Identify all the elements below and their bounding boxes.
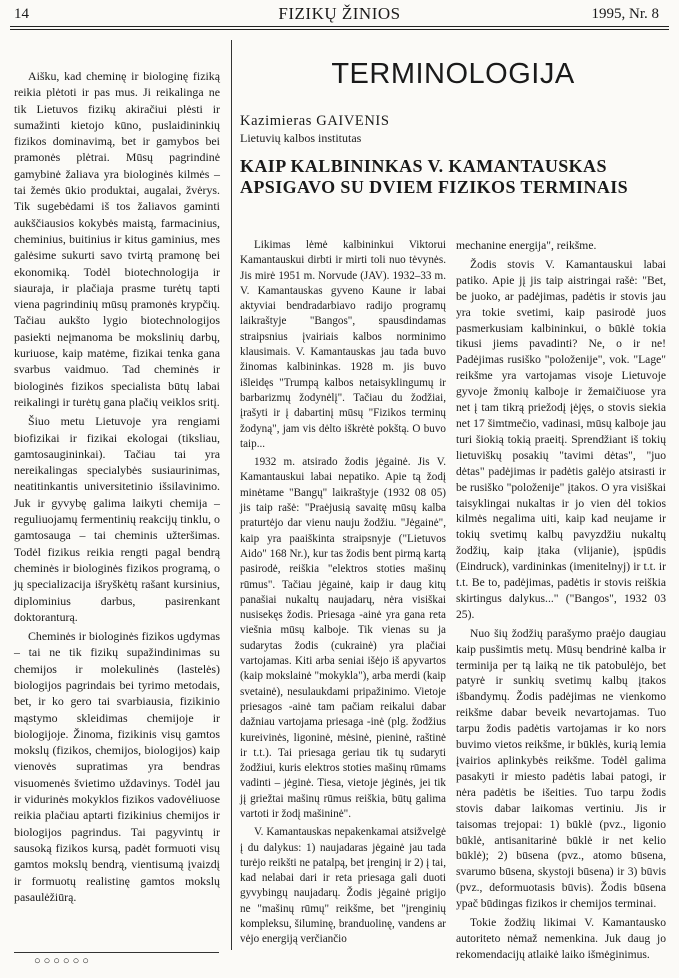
paragraph: Tokie žodžių likimai V. Kamantausko autoriteto nėmaž nemenkina. Juk daug jo rekomendacijų atlaikė laiko išmėginimus. [456, 916, 666, 961]
page-header [10, 4, 669, 28]
paragraph: 1932 m. atsirado žodis jėgainė. Jis V. Kamantauskui labai nepatiko. Apie tą žodį minėtame "Bangų" laikraštyje (1932 08 05) jis taip rašė: "Praėjusią savaitę mūsų kalba praturtėjo dar vienu nauju žodžiu. "Jėgainė", kaip yra paaiškinta straipsnyje ("Lietuvos Aido" 168 Nr.), kur tas žodis bent pirmą kartą pasirodė, reiškia "elektros stoties mašinų rūmus". Tačiau jėgainė, kaip ir daug kitų panašiai nukaltų naujadarų, nėra visiškai nusisekęs žodis. Priesaga -ainė yra gana reta viešnia mūsų kalboje. Tik vienas su ja sudarytas žodis (cukrainė) yra plačiai vartojamas. Kiti arba seniai išėjo iš apyvartos (kaip mokslainė "mokykla"), arba merdi (kaip svetainė), nesulaukdami pripažinimo. Vietoje priesagos -ainė tam pačiam reikalui dabar dažniau vartojama priesaga -inė (plg. žodžius kureivinės, ligoninė, mėsinė, pieninė, raštinė ir t.t.). Tai priesaga geriau tik tų sudaryti žodžiui, kuris elektros stoties mašinų rūmams vadinti – jėginė. Tiesa, vietoje jėginės, jei tik jį griežtai mašinų rūmus reiškia, būtų galima vartoti ir žodį mašininė". [240, 456, 446, 820]
section-title: TERMINOLOGIJA [331, 58, 575, 90]
article-headline: KAIP KALBININKAS V. KAMANTAUSKAS APSIGAVO SU DVIEM FIZIKOS TERMINAIS [240, 156, 629, 197]
paragraph: Šiuo metu Lietuvoje yra rengiami biofizikai ir fizikai ekologai (tiksliau, gamtosaugininkai). Tačiau tai yra nereikalingas specialybės susiaurinimas, neatitinkantis universitetinio išsilavinimo. Juk ir gyvybę galima laikyti chemija – reguliuojamų fermentinių reakcijų tinklu, o gamtosauga – tai cheminis užteršimas. Todėl fizikus reikia rengti pagal bendrą cheminės ir biologinės fizikos programą, o jų specializacija išryškėtų rašant kursinius, diplominius darbus, pasirenkant doktoranturą. [14, 414, 220, 624]
journal-title: FIZIKŲ ŽINIOS [278, 4, 401, 23]
paragraph: V. Kamantauskas nepakenkamai atsižvelgė į du dalykus: 1) naujadaras jėgainė jau tada turėjo reikšti ne patalpą, bet įrenginį ir 2) į tai, kad nelabai dari ir reta priesaga gali duoti gyvybingų naujadarų. Žodis jėgainė prigijo ne "mašinų rūmų" reikšme, bet "įrenginių kompleksu, šiluminę, branduolinę, vandens ar vėjo energiją verčiančio [240, 826, 446, 946]
section-ornament: ○○○○○○ [34, 955, 92, 967]
left-column-end-rule [14, 952, 219, 953]
column-divider [231, 40, 232, 950]
paragraph: Likimas lėmė kalbininkui Viktorui Kamantauskui dirbti ir mirti toli nuo tėvynės. Jis mirė 1951 m. Norvude (JAV). 1932–33 m. V. Kamantauskas gyveno Kaune ir labai aktyviai bendradarbiavo radijo programų laikraštyje "Bangos", spausdindamas straipsnius įvairiais kalbos norminimo klausimais. V. Kamantauskas jau tada buvo žinomas kalbininkas. 1928 m. jis buvo išleidęs "Trumpą kalbos netaisyklingumų ir barbarizmų žodynėlį". Tačiau du žodžiai, įrašyti ir į dabartinį mūsų "Fizikos terminų žodyną", jam vis dėlto iškrėtė pokštą. O buvo taip... [240, 239, 446, 450]
header-rule-bottom [10, 29, 669, 30]
article-column-2 [456, 238, 666, 963]
author-institution: Lietuvių kalbos institutas [240, 131, 362, 145]
paragraph: Nuo šių žodžių parašymo praėjo daugiau kaip pusšimtis metų. Mūsų bendrinė kalba ir terminija per tą laiką ne tik patobulėjo, bet patyrė ir sunkių svetimų kalbų įtakos išbandymų. Žodis padėjimas ne vienkomo reikšme dabar beveik nevartojamas. Tuo tarpu žodis padėtis vartojamas ir ko nors buvimo vietos reikšme, ir būklės, kurią lemia įvairios aplinkybės reikšme. Todėl galima pasakyti ir miesto padėtis labai patogi, ir nėra padėtis be išeities. Tuo tarpu žodis stovis dabar laikomas vertiniu. Jis ir taisomas trejopai: 1) būklė (pvz., ligonio būklė, antisanitarinė būklė ir net kelio būklė); 2) būsena (pvz., atomo būsena, svarumo būsena, skystoji būsena) ir 3) būvis (pvz., deformuotasis būvis). Žodis būsena ypač būdingas fizikos ir chemijos terminai. [456, 626, 666, 911]
paragraph: mechanine energija", reikšme. [456, 239, 597, 252]
article-author: Kazimieras GAIVENIS [240, 113, 390, 129]
paragraph: Žodis stovis V. Kamantauskui labai patiko. Apie jį jis taip aistringai rašė: "Bet, be juoko, ar padėjimas, padėtis ir stovis jau yra tokie svetimi, kaip pasirodė juos pasmerkusiam kalbininkui, o būklė tokia tikusi jiems pavadinti? Ne, o ir ne! Padėjimas rusiško "položenije", vok. "Lage" reikšme yra vartojamas visoje Lietuvoje gyvoje žmonių kalboje ir žemaičiuose yra net į tam tikrą priežodį įėjęs, o stovis siekia net 17 šimtmečio, vadinasi, mūsų kalboje jau turi šiokią tokią praeitį. Sprendžiant iš tokių lietuviškų posakių "tavimi dėtas", "juo dėtas" padėjimas ir padėtis galėjo atsirasti ir be rusiško "položenije" įtakos. O yra visiškai taisyklingai nukaltas ir jo vien dėl tokios kilmės negalima uiti, kaip kad neujame ir tokių svetimų kalbų pavyzdžiu nukaltų žodžių, kaip įtaka (vlijanie), įspūdis (Eindruck), vardininkas (imenitelnyj) ir t.t. ir t.t. Be to, padėjimas, padėtis ir stovis reiškia skirtingus dalykus..." ("Bangos", 1932 03 25). [456, 257, 666, 621]
left-column-text [14, 68, 220, 905]
header-rule-top [10, 26, 669, 27]
page-number: 14 [14, 6, 29, 22]
paragraph: Aišku, kad cheminę ir biologinę fiziką reikia plėtoti ir pas mus. Ji reikalinga ne tik Lietuvos fizikų akiračiui plėsti ir sumažinti kietojo kūno, puslaidininkių fizikos dominavimą, bet ir gamybos bei pramonės plėtrai. Mūsų pagrindinė gamybinė žaliava yra biologinės kilmės – tai žemės ūkio produktai, augalai, žvėrys. Tik sugebėdami iš tos žaliavos gaminti aukščiausios kokybės maistą, farmacinius, cheminius, buitinius ir kitus gaminius, mes galėsime sukurti savo tvirtą pramonę bei ekonomiką. Todėl biotechnologija ir siauraja, ir plačiaja prasme turėtų tapti viena pagrindinių mūsų pramonės krypčių. Tačiau aukšto lygio biotechnologijos pasiekti neįmanoma be mokslinių darbų, kuriuose, kaip matėme, fizikai tenka gana svarbus vaidmuo. Tad cheminės ir biologinės fizikos specialista būtų labai reikalingi ir turėtų gana plačių veiklos sritį. [14, 69, 220, 409]
article-column-1 [240, 238, 446, 948]
issue-label: 1995, Nr. 8 [591, 6, 659, 22]
paragraph: Cheminės ir biologinės fizikos ugdymas – tai ne tik fizikų supažindinimas su chemijos ir molekulinės (lastelės) biologijos pagrindais bei tyrimo metodais, bet, ir ko gero tai svarbiausia, fizikinio mąstymo skleidimas chemijoje ir biologijoje. Žinoma, fizikinis visų gamtos mokslų (fizikos, chemijos, biologijos) kaip vienovės supratimas yra bendras visuomenės švietimo uždavinys. Todėl jau ir vidurinės mokyklos fizikos vadovėliuose reikia plačiau aptarti fizikinius chemijos ir biologijos pagrindus. Tai pagyvintų ir sausoką fizikos kursą, padėt formuoti visų gamtos mokslų bendrą, vientisumą įvaizdį ir formuotų realistinę gamtos mokslų pasaulėžiūrą. [14, 629, 220, 904]
